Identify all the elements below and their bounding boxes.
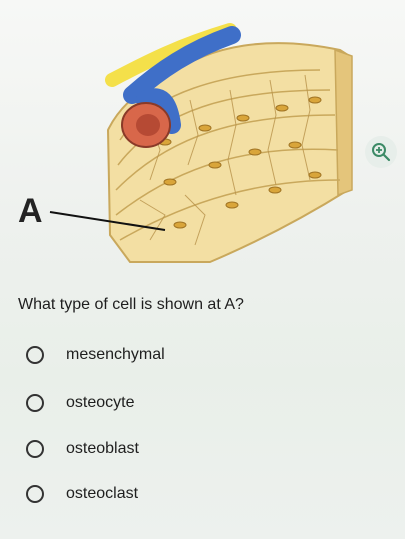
option-label: osteoclast xyxy=(66,485,139,502)
option-label: osteoblast xyxy=(66,440,139,457)
bone-side xyxy=(335,50,352,195)
option-mesenchymal[interactable] xyxy=(26,342,165,368)
radio-button[interactable] xyxy=(26,485,44,503)
option-osteoblast[interactable] xyxy=(26,436,139,462)
zoom-in-icon xyxy=(371,142,391,162)
option-label: mesenchymal xyxy=(66,346,165,363)
figure-label-a: A xyxy=(18,192,43,230)
radio-button[interactable] xyxy=(26,346,44,364)
option-label: osteocyte xyxy=(66,394,135,411)
option-osteocyte[interactable] xyxy=(26,390,134,416)
zoom-button[interactable] xyxy=(365,136,397,168)
radio-button[interactable] xyxy=(26,440,44,458)
radio-button[interactable] xyxy=(26,394,44,412)
option-osteoclast[interactable] xyxy=(26,481,138,507)
question-text: What type of cell is shown at A? xyxy=(18,296,244,313)
